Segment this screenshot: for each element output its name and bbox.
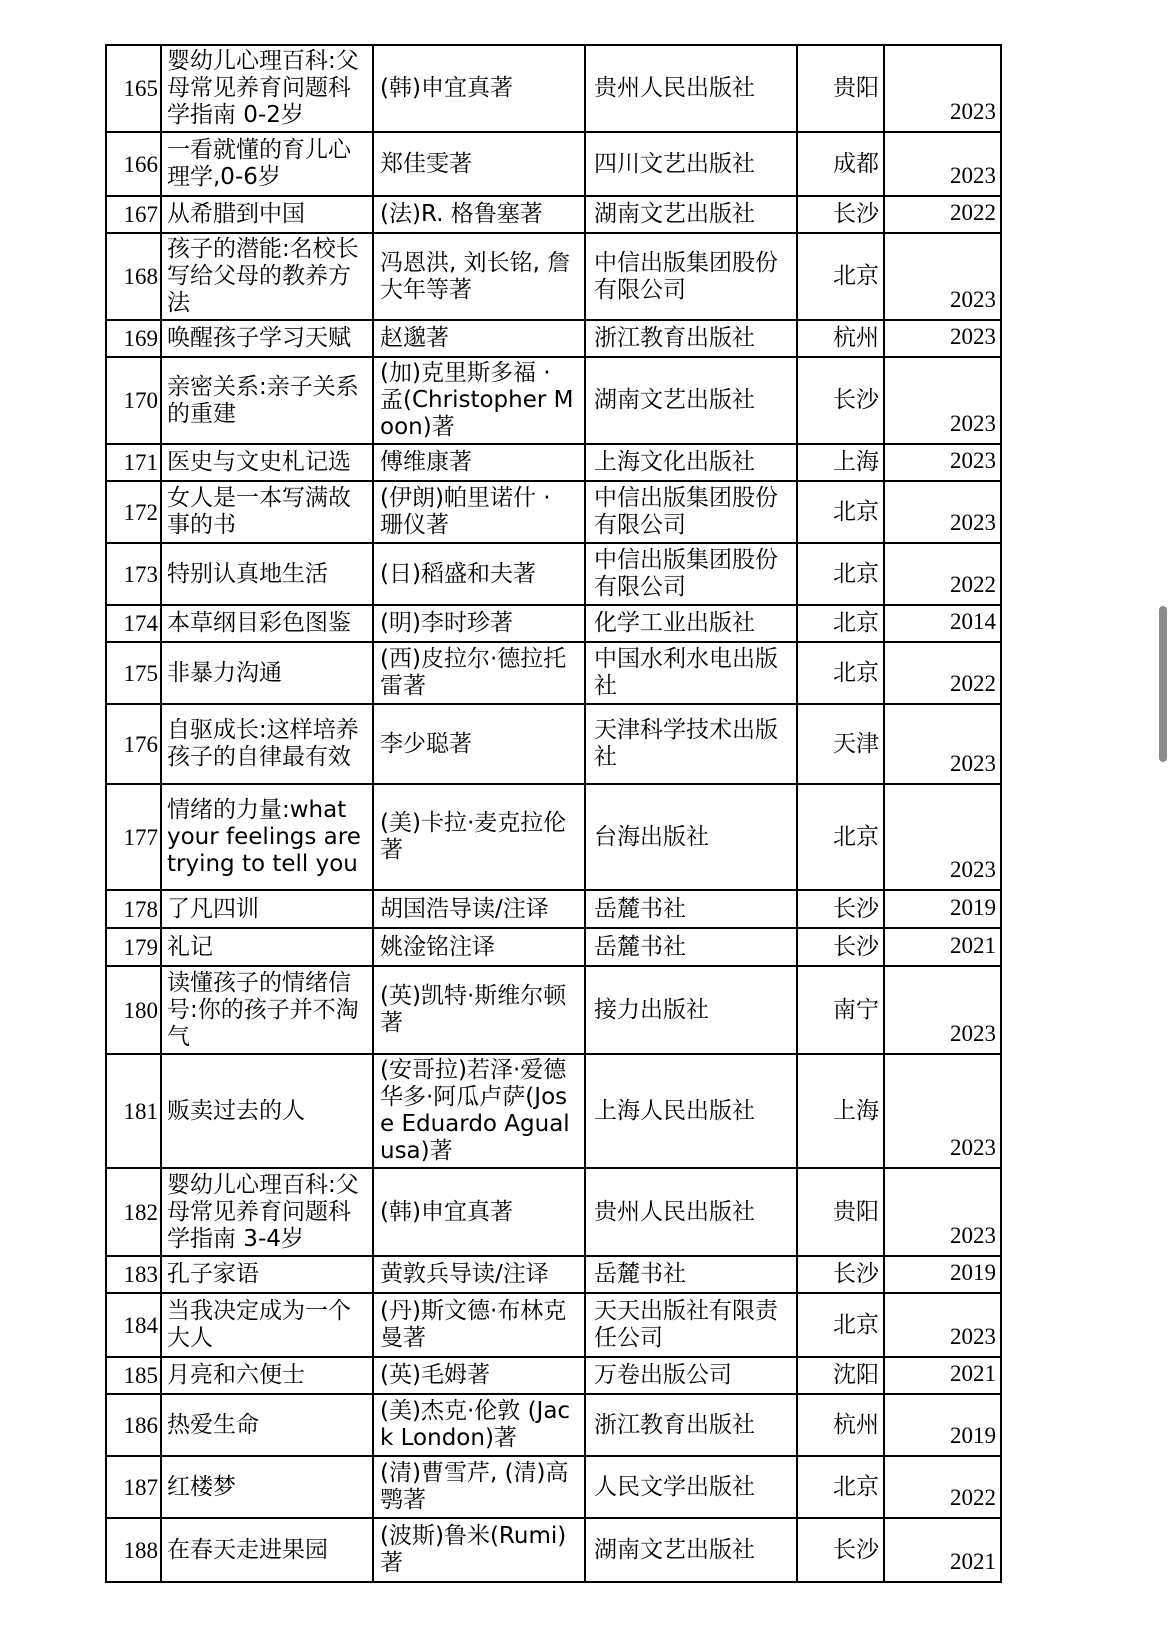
- row-number: 186: [106, 1394, 161, 1456]
- table-row: [106, 320, 1001, 357]
- publish-city: 贵阳: [797, 1168, 884, 1256]
- book-author: 郑佳雯著: [373, 132, 585, 196]
- book-publisher: 浙江教育出版社: [585, 320, 797, 357]
- publish-year: 2023: [884, 320, 1001, 357]
- publish-year: 2014: [884, 605, 1001, 642]
- book-title: 礼记: [161, 928, 373, 966]
- book-publisher: 四川文艺出版社: [585, 132, 797, 196]
- book-title: 一看就懂的育儿心理学,0-6岁: [161, 132, 373, 196]
- book-author: (波斯)鲁米(Rumi)著: [373, 1518, 585, 1582]
- publish-city: 长沙: [797, 890, 884, 928]
- publish-year: 2022: [884, 1456, 1001, 1518]
- book-author: (明)李时珍著: [373, 605, 585, 642]
- book-publisher: 中信出版集团股份有限公司: [585, 233, 797, 320]
- row-number: 169: [106, 320, 161, 357]
- table-row: [106, 642, 1001, 704]
- row-number: 182: [106, 1168, 161, 1256]
- publish-year: 2023: [884, 1168, 1001, 1256]
- publish-city: 北京: [797, 233, 884, 320]
- book-author: (加)克里斯多福 · 孟(Christopher Moon)著: [373, 357, 585, 444]
- book-publisher: 湖南文艺出版社: [585, 196, 797, 233]
- row-number: 180: [106, 966, 161, 1054]
- publish-year: 2022: [884, 196, 1001, 233]
- book-publisher: 中信出版集团股份有限公司: [585, 481, 797, 543]
- book-author: 胡国浩导读/注译: [373, 890, 585, 928]
- row-number: 181: [106, 1054, 161, 1168]
- row-number: 185: [106, 1357, 161, 1394]
- row-number: 183: [106, 1256, 161, 1293]
- row-number: 165: [106, 45, 161, 132]
- row-number: 172: [106, 481, 161, 543]
- publish-year: 2019: [884, 1256, 1001, 1293]
- book-author: (伊朗)帕里诺什 · 珊仪著: [373, 481, 585, 543]
- publish-city: 长沙: [797, 196, 884, 233]
- book-title: 唤醒孩子学习天赋: [161, 320, 373, 357]
- book-title: 本草纲目彩色图鉴: [161, 605, 373, 642]
- publish-year: 2019: [884, 890, 1001, 928]
- book-publisher: 岳麓书社: [585, 890, 797, 928]
- publish-city: 上海: [797, 1054, 884, 1168]
- book-title: 情绪的力量:what your feelings are trying to tell you: [161, 784, 373, 890]
- row-number: 178: [106, 890, 161, 928]
- publish-city: 北京: [797, 605, 884, 642]
- table-row: [106, 890, 1001, 928]
- table-row: [106, 1256, 1001, 1293]
- publish-city: 北京: [797, 784, 884, 890]
- publish-city: 沈阳: [797, 1357, 884, 1394]
- book-title: 读懂孩子的情绪信号:你的孩子并不淘气: [161, 966, 373, 1054]
- book-list-table: [105, 44, 1002, 1583]
- table-row: [106, 233, 1001, 320]
- publish-city: 长沙: [797, 928, 884, 966]
- book-author: 李少聪著: [373, 704, 585, 784]
- table-row: [106, 1518, 1001, 1582]
- table-row: [106, 481, 1001, 543]
- row-number: 170: [106, 357, 161, 444]
- book-title: 了凡四训: [161, 890, 373, 928]
- book-title: 贩卖过去的人: [161, 1054, 373, 1168]
- table-row: [106, 543, 1001, 605]
- table-row: [106, 1054, 1001, 1168]
- table-row: [106, 1168, 1001, 1256]
- publish-year: 2022: [884, 642, 1001, 704]
- row-number: 175: [106, 642, 161, 704]
- publish-city: 成都: [797, 132, 884, 196]
- book-title: 当我决定成为一个大人: [161, 1293, 373, 1357]
- publish-city: 北京: [797, 1456, 884, 1518]
- book-publisher: 万卷出版公司: [585, 1357, 797, 1394]
- publish-city: 天津: [797, 704, 884, 784]
- book-publisher: 台海出版社: [585, 784, 797, 890]
- publish-city: 北京: [797, 543, 884, 605]
- book-publisher: 湖南文艺出版社: [585, 1518, 797, 1582]
- row-number: 184: [106, 1293, 161, 1357]
- book-publisher: 天津科学技术出版社: [585, 704, 797, 784]
- book-title: 孩子的潜能:名校长写给父母的教养方法: [161, 233, 373, 320]
- publish-year: 2023: [884, 966, 1001, 1054]
- publish-year: 2023: [884, 45, 1001, 132]
- book-publisher: 上海人民出版社: [585, 1054, 797, 1168]
- book-publisher: 浙江教育出版社: [585, 1394, 797, 1456]
- row-number: 166: [106, 132, 161, 196]
- book-author: (西)皮拉尔·德拉托雷著: [373, 642, 585, 704]
- book-author: 黄敦兵导读/注译: [373, 1256, 585, 1293]
- row-number: 174: [106, 605, 161, 642]
- row-number: 177: [106, 784, 161, 890]
- publish-year: 2023: [884, 784, 1001, 890]
- book-publisher: 湖南文艺出版社: [585, 357, 797, 444]
- row-number: 171: [106, 444, 161, 481]
- table-row: [106, 1293, 1001, 1357]
- publish-city: 长沙: [797, 1256, 884, 1293]
- table-row: [106, 928, 1001, 966]
- book-publisher: 中信出版集团股份有限公司: [585, 543, 797, 605]
- book-title: 婴幼儿心理百科:父母常见养育问题科学指南 3-4岁: [161, 1168, 373, 1256]
- publish-city: 杭州: [797, 320, 884, 357]
- book-publisher: 贵州人民出版社: [585, 45, 797, 132]
- table-row: [106, 196, 1001, 233]
- book-author: (韩)申宜真著: [373, 45, 585, 132]
- book-title: 月亮和六便士: [161, 1357, 373, 1394]
- book-title: 女人是一本写满故事的书: [161, 481, 373, 543]
- book-title: 热爱生命: [161, 1394, 373, 1456]
- book-author: (美)杰克·伦敦 (Jack London)著: [373, 1394, 585, 1456]
- book-author: 冯恩洪, 刘长铭, 詹大年等著: [373, 233, 585, 320]
- table-row: [106, 605, 1001, 642]
- table-row: [106, 704, 1001, 784]
- publish-year: 2023: [884, 357, 1001, 444]
- book-publisher: 人民文学出版社: [585, 1456, 797, 1518]
- publish-year: 2021: [884, 1357, 1001, 1394]
- row-number: 168: [106, 233, 161, 320]
- book-publisher: 化学工业出版社: [585, 605, 797, 642]
- book-publisher: 岳麓书社: [585, 1256, 797, 1293]
- table-row: [106, 45, 1001, 132]
- book-author: (韩)申宜真著: [373, 1168, 585, 1256]
- book-title: 亲密关系:亲子关系的重建: [161, 357, 373, 444]
- publish-year: 2023: [884, 1293, 1001, 1357]
- book-title: 特别认真地生活: [161, 543, 373, 605]
- table-row: [106, 132, 1001, 196]
- publish-year: 2022: [884, 543, 1001, 605]
- table-row: [106, 444, 1001, 481]
- table-row: [106, 1456, 1001, 1518]
- book-author: (安哥拉)若泽·爱德华多·阿瓜卢萨(Jose Eduardo Agualusa)著: [373, 1054, 585, 1168]
- book-author: (英)毛姆著: [373, 1357, 585, 1394]
- book-author: (丹)斯文德·布林克曼著: [373, 1293, 585, 1357]
- table-row: [106, 1357, 1001, 1394]
- publish-city: 北京: [797, 642, 884, 704]
- book-author: 傅维康著: [373, 444, 585, 481]
- book-title: 红楼梦: [161, 1456, 373, 1518]
- scrollbar-thumb[interactable]: [1159, 606, 1167, 762]
- book-title: 非暴力沟通: [161, 642, 373, 704]
- table-row: [106, 784, 1001, 890]
- row-number: 179: [106, 928, 161, 966]
- book-title: 在春天走进果园: [161, 1518, 373, 1582]
- book-author: (英)凯特·斯维尔顿著: [373, 966, 585, 1054]
- publish-city: 上海: [797, 444, 884, 481]
- row-number: 176: [106, 704, 161, 784]
- publish-year: 2023: [884, 444, 1001, 481]
- book-list-body: [106, 45, 1001, 1582]
- publish-year: 2021: [884, 928, 1001, 966]
- publish-year: 2023: [884, 233, 1001, 320]
- book-author: (法)R. 格鲁塞著: [373, 196, 585, 233]
- table-row: [106, 966, 1001, 1054]
- book-title: 从希腊到中国: [161, 196, 373, 233]
- row-number: 173: [106, 543, 161, 605]
- publish-year: 2023: [884, 132, 1001, 196]
- table-row: [106, 357, 1001, 444]
- book-author: (日)稻盛和夫著: [373, 543, 585, 605]
- publish-city: 贵阳: [797, 45, 884, 132]
- book-publisher: 岳麓书社: [585, 928, 797, 966]
- publish-city: 北京: [797, 481, 884, 543]
- book-publisher: 天天出版社有限责任公司: [585, 1293, 797, 1357]
- book-author: 姚淦铭注译: [373, 928, 585, 966]
- publish-year: 2021: [884, 1518, 1001, 1582]
- publish-city: 杭州: [797, 1394, 884, 1456]
- publish-year: 2019: [884, 1394, 1001, 1456]
- row-number: 188: [106, 1518, 161, 1582]
- book-title: 自驱成长:这样培养孩子的自律最有效: [161, 704, 373, 784]
- book-publisher: 中国水利水电出版社: [585, 642, 797, 704]
- book-title: 婴幼儿心理百科:父母常见养育问题科学指南 0-2岁: [161, 45, 373, 132]
- publish-year: 2023: [884, 481, 1001, 543]
- publish-city: 长沙: [797, 1518, 884, 1582]
- book-publisher: 贵州人民出版社: [585, 1168, 797, 1256]
- book-title: 医史与文史札记选: [161, 444, 373, 481]
- publish-city: 南宁: [797, 966, 884, 1054]
- row-number: 167: [106, 196, 161, 233]
- table-row: [106, 1394, 1001, 1456]
- book-author: 赵邈著: [373, 320, 585, 357]
- book-publisher: 接力出版社: [585, 966, 797, 1054]
- book-author: (清)曹雪芹, (清)高鹗著: [373, 1456, 585, 1518]
- book-publisher: 上海文化出版社: [585, 444, 797, 481]
- publish-city: 长沙: [797, 357, 884, 444]
- book-title: 孔子家语: [161, 1256, 373, 1293]
- publish-year: 2023: [884, 1054, 1001, 1168]
- publish-city: 北京: [797, 1293, 884, 1357]
- book-author: (美)卡拉·麦克拉伦著: [373, 784, 585, 890]
- row-number: 187: [106, 1456, 161, 1518]
- publish-year: 2023: [884, 704, 1001, 784]
